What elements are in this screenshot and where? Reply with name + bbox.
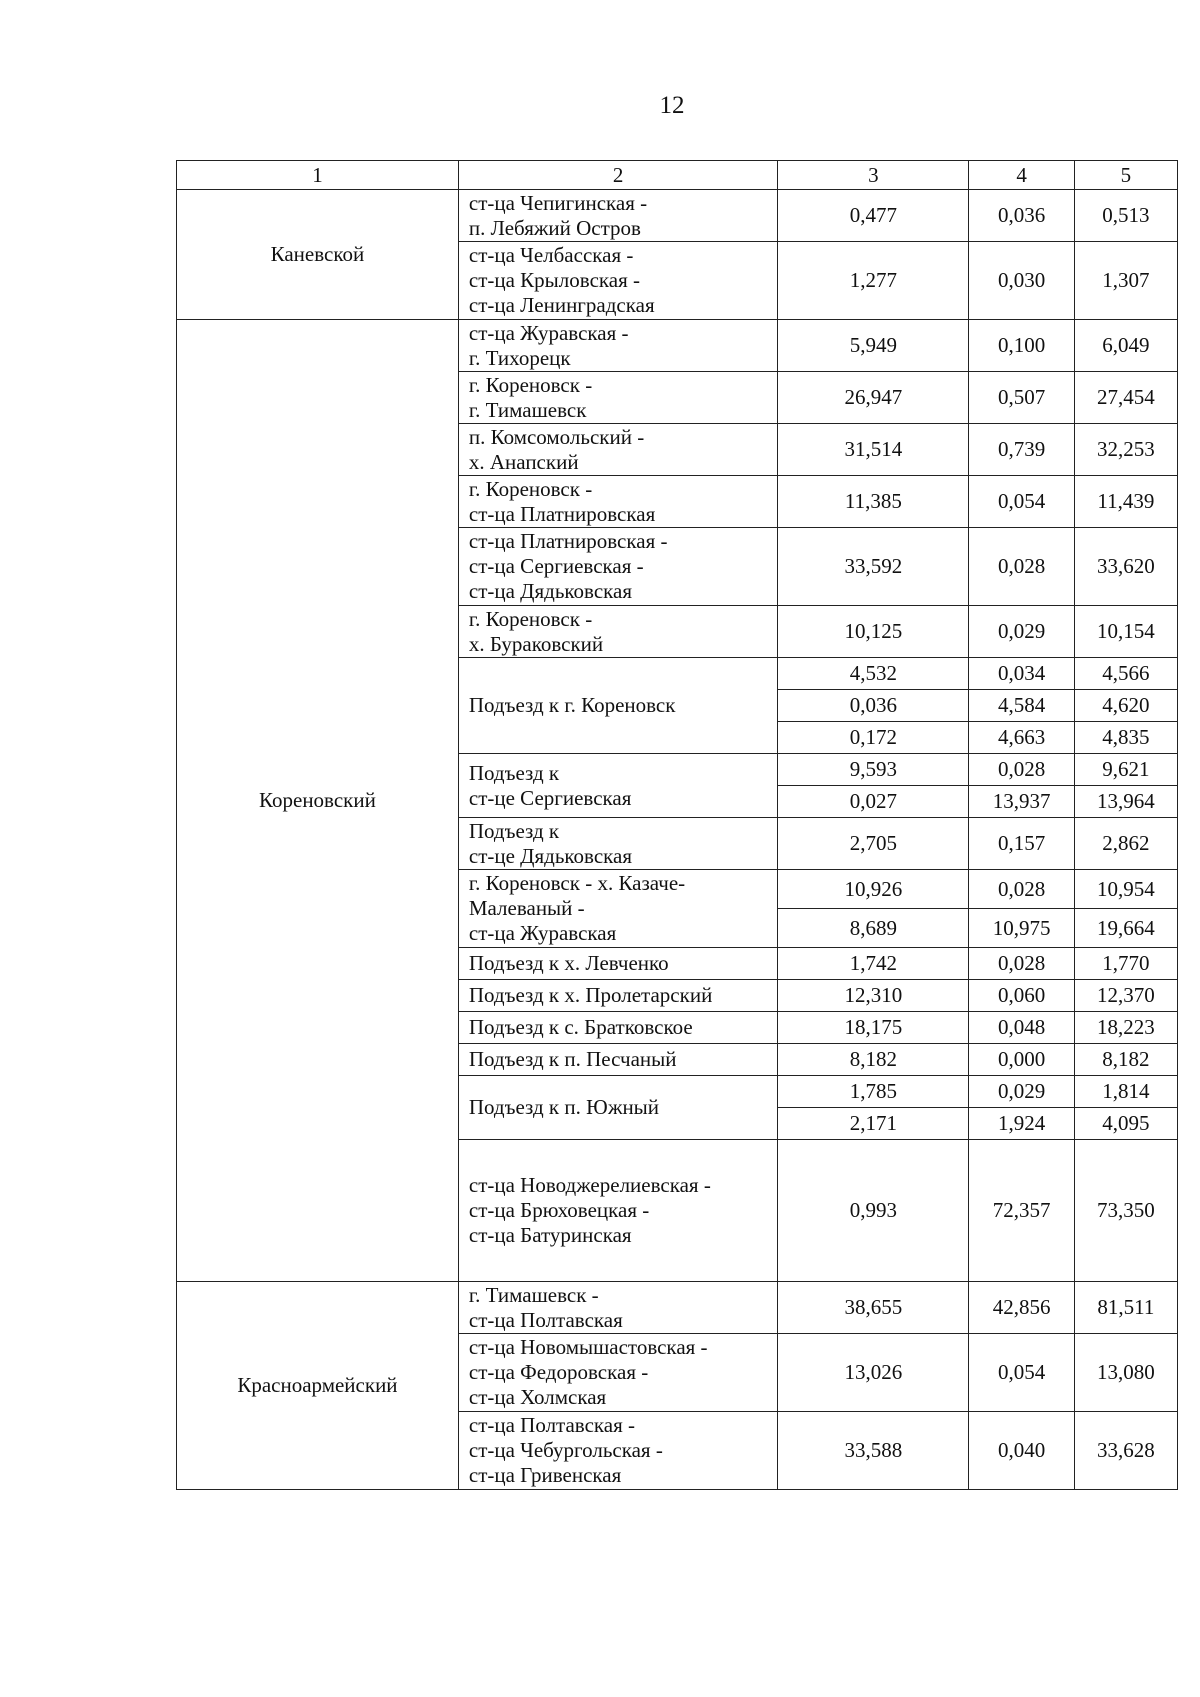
- value-col-3-cell: 8,689: [778, 909, 969, 948]
- road-name-line: Подъезд к с. Братковское: [468, 1015, 693, 1039]
- value-col-5-cell: 18,223: [1074, 1012, 1177, 1044]
- road-name-line: ст-ца Сергиевская -: [468, 554, 644, 578]
- road-name-cell: [458, 242, 778, 320]
- value-col-3-cell: 33,592: [778, 528, 969, 606]
- value-col-3-cell: 0,027: [778, 786, 969, 818]
- value-col-4-cell: 4,584: [969, 690, 1074, 722]
- road-name-line: х. Анапский: [468, 449, 579, 474]
- value-col-5-cell: 27,454: [1074, 372, 1177, 424]
- road-name-line: ст-ца Журавская: [468, 921, 617, 945]
- value-col-3-cell: 13,026: [778, 1334, 969, 1412]
- header-cell-2: 2: [458, 161, 778, 190]
- value-col-5-cell: 33,620: [1074, 528, 1177, 606]
- road-name-cell: [458, 948, 778, 980]
- value-col-4-cell: 72,357: [969, 1140, 1074, 1282]
- value-col-3-cell: 4,532: [778, 658, 969, 690]
- road-name-line: ст-ца Ленинградская: [468, 293, 655, 317]
- value-col-4-cell: 0,054: [969, 476, 1074, 528]
- road-name-line: ст-ца Платнировская -: [468, 529, 668, 553]
- value-col-4-cell: 0,029: [969, 1076, 1074, 1108]
- road-name-line: ст-ца Полтавская: [468, 1307, 623, 1332]
- value-col-4-cell: 0,029: [969, 606, 1074, 658]
- road-name-line: ст-ца Новомышастовская -: [468, 1335, 708, 1359]
- road-name-line: ст-ца Гривенская: [468, 1463, 622, 1487]
- road-name-cell: [458, 424, 778, 476]
- road-name-line: п. Лебяжий Остров: [468, 215, 641, 240]
- road-name-cell: [458, 1044, 778, 1076]
- road-name-cell: [458, 870, 778, 948]
- value-col-4-cell: 0,000: [969, 1044, 1074, 1076]
- value-col-4-cell: 0,028: [969, 948, 1074, 980]
- value-col-3-cell: 8,182: [778, 1044, 969, 1076]
- road-name-line: ст-ца Дядьковская: [468, 579, 633, 603]
- value-col-4-cell: 0,036: [969, 190, 1074, 242]
- value-col-3-cell: 12,310: [778, 980, 969, 1012]
- value-col-4-cell: 0,507: [969, 372, 1074, 424]
- road-name-cell: [458, 476, 778, 528]
- value-col-4-cell: 0,040: [969, 1412, 1074, 1490]
- header-row: [177, 161, 1178, 190]
- value-col-4-cell: 42,856: [969, 1282, 1074, 1334]
- district-cell: Каневской: [177, 190, 459, 320]
- road-name-cell: [458, 658, 778, 754]
- value-col-5-cell: 4,835: [1074, 722, 1177, 754]
- road-name-line: ст-ца Полтавская -: [468, 1413, 636, 1437]
- district-cell: Кореновский: [177, 320, 459, 1282]
- road-name-cell: [458, 606, 778, 658]
- road-name-cell: [458, 1412, 778, 1490]
- value-col-4-cell: 0,157: [969, 818, 1074, 870]
- value-col-3-cell: 11,385: [778, 476, 969, 528]
- road-name-line: ст-ца Чебургольская -: [468, 1438, 663, 1462]
- road-name-cell: [458, 528, 778, 606]
- road-name-line: ст-ца Журавская -: [468, 320, 629, 345]
- roads-table: [176, 160, 1178, 1490]
- value-col-3-cell: 38,655: [778, 1282, 969, 1334]
- road-name-cell: [458, 1334, 778, 1412]
- value-col-5-cell: 33,628: [1074, 1412, 1177, 1490]
- value-col-5-cell: 1,814: [1074, 1076, 1177, 1108]
- value-col-3-cell: 1,742: [778, 948, 969, 980]
- value-col-3-cell: 33,588: [778, 1412, 969, 1490]
- value-col-3-cell: 0,036: [778, 690, 969, 722]
- value-col-4-cell: 1,924: [969, 1108, 1074, 1140]
- value-col-5-cell: 9,621: [1074, 754, 1177, 786]
- value-col-5-cell: 10,154: [1074, 606, 1177, 658]
- road-name-cell: [458, 1282, 778, 1334]
- district-cell: Красноармейский: [177, 1282, 459, 1490]
- road-name-line: Малеваный -: [468, 896, 585, 920]
- road-name-line: Подъезд к х. Левченко: [468, 951, 669, 975]
- value-col-5-cell: 2,862: [1074, 818, 1177, 870]
- road-name-cell: [458, 190, 778, 242]
- header-cell-5: 5: [1074, 161, 1177, 190]
- value-col-5-cell: 4,620: [1074, 690, 1177, 722]
- value-col-3-cell: 10,125: [778, 606, 969, 658]
- road-name-line: г. Кореновск -: [468, 476, 593, 501]
- value-col-4-cell: 4,663: [969, 722, 1074, 754]
- table-row: [177, 190, 1178, 242]
- road-name-cell: [458, 754, 778, 818]
- road-name-line: г. Тихорецк: [468, 345, 571, 370]
- value-col-4-cell: 0,034: [969, 658, 1074, 690]
- value-col-5-cell: 6,049: [1074, 320, 1177, 372]
- road-name-cell: [458, 1140, 778, 1282]
- road-name-line: ст-ца Крыловская -: [468, 268, 640, 292]
- value-col-5-cell: 1,307: [1074, 242, 1177, 320]
- road-name-line: Подъезд к х. Пролетарский: [468, 983, 713, 1007]
- value-col-3-cell: 18,175: [778, 1012, 969, 1044]
- value-col-5-cell: 11,439: [1074, 476, 1177, 528]
- road-name-line: ст-ца Федоровская -: [468, 1360, 649, 1384]
- value-col-5-cell: 4,095: [1074, 1108, 1177, 1140]
- road-name-line: ст-ца Холмская: [468, 1385, 607, 1409]
- value-col-3-cell: 0,477: [778, 190, 969, 242]
- road-name-line: х. Бураковский: [468, 631, 604, 656]
- road-name-line: Подъезд к п. Песчаный: [468, 1047, 677, 1071]
- value-col-3-cell: 9,593: [778, 754, 969, 786]
- header-cell-3: 3: [778, 161, 969, 190]
- road-name-line: г. Тимашевск -: [468, 1282, 599, 1307]
- header-cell-1: 1: [177, 161, 459, 190]
- road-name-line: п. Комсомольский -: [468, 424, 645, 449]
- value-col-5-cell: 73,350: [1074, 1140, 1177, 1282]
- road-name-line: Подъезд к п. Южный: [468, 1095, 660, 1119]
- value-col-5-cell: 19,664: [1074, 909, 1177, 948]
- value-col-4-cell: 0,028: [969, 870, 1074, 909]
- road-name-line: ст-ца Брюховецкая -: [468, 1198, 650, 1222]
- value-col-5-cell: 4,566: [1074, 658, 1177, 690]
- value-col-5-cell: 1,770: [1074, 948, 1177, 980]
- value-col-4-cell: 0,060: [969, 980, 1074, 1012]
- value-col-5-cell: 81,511: [1074, 1282, 1177, 1334]
- road-name-line: г. Кореновск -: [468, 372, 593, 397]
- value-col-3-cell: 0,993: [778, 1140, 969, 1282]
- road-name-line: г. Кореновск - х. Казаче-: [468, 871, 686, 895]
- road-name-cell: [458, 1076, 778, 1140]
- value-col-4-cell: 13,937: [969, 786, 1074, 818]
- road-name-cell: [458, 320, 778, 372]
- value-col-4-cell: 10,975: [969, 909, 1074, 948]
- road-name-line: ст-ца Батуринская: [468, 1223, 632, 1247]
- value-col-4-cell: 0,048: [969, 1012, 1074, 1044]
- road-name-line: г. Кореновск -: [468, 606, 593, 631]
- road-name-line: ст-це Дядьковская: [468, 843, 633, 868]
- value-col-4-cell: 0,100: [969, 320, 1074, 372]
- page-number: 12: [659, 92, 685, 119]
- value-col-3-cell: 31,514: [778, 424, 969, 476]
- value-col-4-cell: 0,054: [969, 1334, 1074, 1412]
- road-name-line: ст-ца Новоджерелиевская -: [468, 1173, 711, 1197]
- value-col-3-cell: 2,705: [778, 818, 969, 870]
- value-col-4-cell: 0,028: [969, 528, 1074, 606]
- value-col-4-cell: 0,028: [969, 754, 1074, 786]
- road-name-line: г. Тимашевск: [468, 397, 587, 422]
- road-name-line: Подъезд к: [468, 760, 560, 785]
- road-name-line: ст-це Сергиевская: [468, 785, 632, 810]
- value-col-4-cell: 0,030: [969, 242, 1074, 320]
- value-col-5-cell: 10,954: [1074, 870, 1177, 909]
- value-col-4-cell: 0,739: [969, 424, 1074, 476]
- table-row: [177, 320, 1178, 372]
- road-name-cell: [458, 1012, 778, 1044]
- value-col-3-cell: 1,277: [778, 242, 969, 320]
- value-col-3-cell: 0,172: [778, 722, 969, 754]
- value-col-3-cell: 5,949: [778, 320, 969, 372]
- road-name-cell: [458, 980, 778, 1012]
- road-name-cell: [458, 372, 778, 424]
- value-col-5-cell: 13,964: [1074, 786, 1177, 818]
- value-col-3-cell: 10,926: [778, 870, 969, 909]
- road-name-line: Подъезд к г. Кореновск: [468, 693, 676, 717]
- value-col-5-cell: 12,370: [1074, 980, 1177, 1012]
- road-name-line: ст-ца Чепигинская -: [468, 190, 648, 215]
- road-name-cell: [458, 818, 778, 870]
- value-col-5-cell: 0,513: [1074, 190, 1177, 242]
- value-col-5-cell: 8,182: [1074, 1044, 1177, 1076]
- value-col-5-cell: 32,253: [1074, 424, 1177, 476]
- road-name-line: ст-ца Платнировская: [468, 501, 656, 526]
- road-name-line: Подъезд к: [468, 818, 560, 843]
- roads-table-body: [177, 161, 1178, 1490]
- header-cell-4: 4: [969, 161, 1074, 190]
- value-col-5-cell: 13,080: [1074, 1334, 1177, 1412]
- table-row: [177, 1282, 1178, 1334]
- value-col-3-cell: 2,171: [778, 1108, 969, 1140]
- road-name-line: ст-ца Челбасская -: [468, 243, 634, 267]
- value-col-3-cell: 26,947: [778, 372, 969, 424]
- value-col-3-cell: 1,785: [778, 1076, 969, 1108]
